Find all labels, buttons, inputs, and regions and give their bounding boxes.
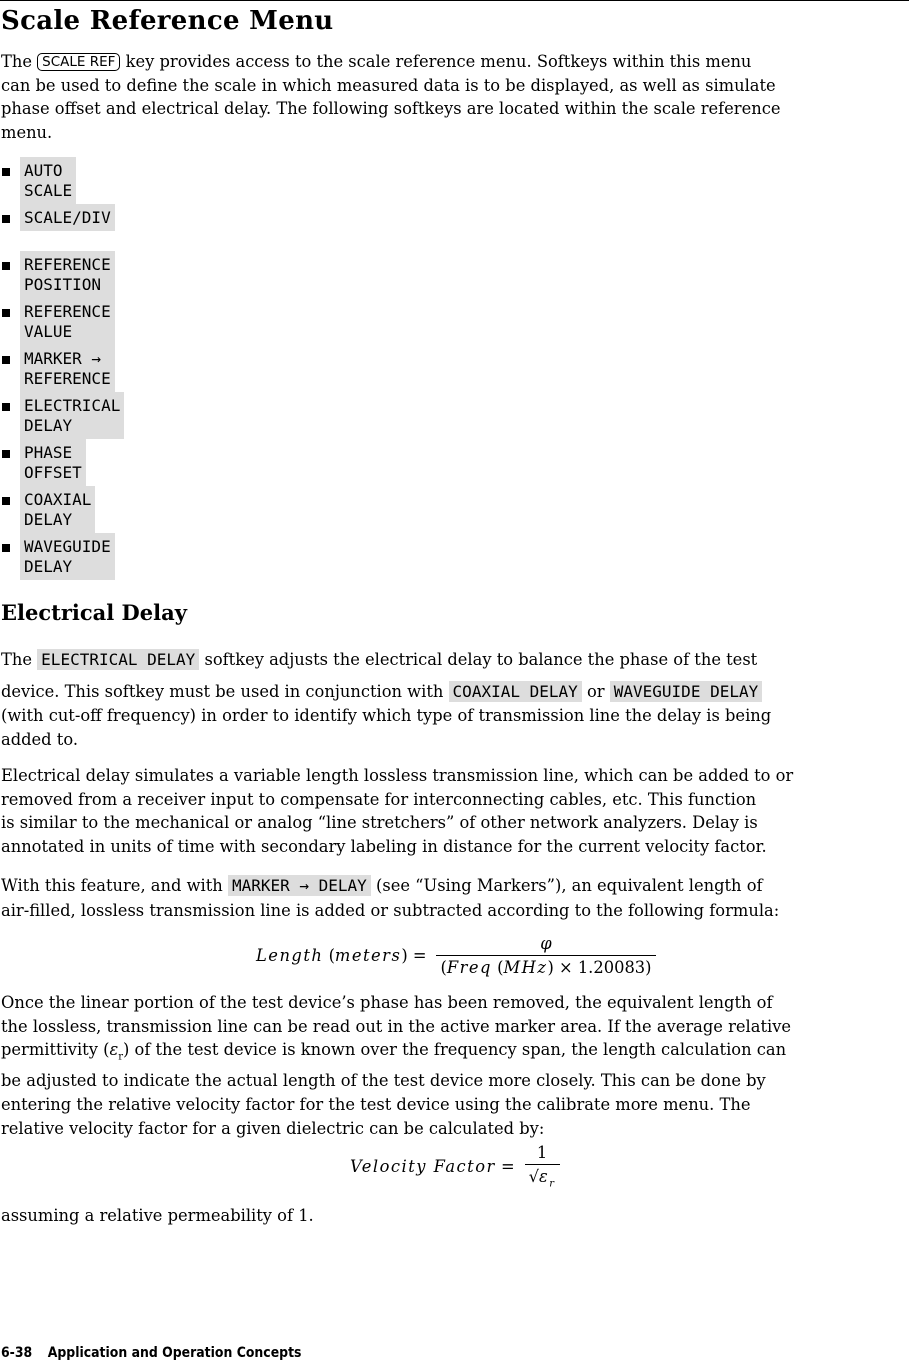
p2-line-1: Electrical delay simulates a variable length lossless transmission line, which can be added to or (1, 766, 794, 785)
bullet-icon (2, 497, 10, 505)
p4-line-6: relative velocity factor for a given dielectric can be calculated by: (1, 1118, 545, 1138)
p4-line-2: the lossless, transmission line can be read out in the active marker area. If the average relative (1, 1016, 792, 1036)
formula-lhs: Length (meters) = (256, 946, 427, 965)
formula2-denominator: $√\varepsilon_r$ (525, 1164, 560, 1189)
formula-denominator: (Freq (MHz) × 1.20083) (436, 955, 655, 977)
softkey-ref-waveguide-delay: WAVEGUIDE DELAY (610, 681, 763, 702)
bullet-icon (2, 262, 10, 270)
p3-line-1: With this feature, and with MARKER → DELAY (see “Using Markers”), an equivalent length of (1, 876, 763, 895)
p1-line-4: added to. (1, 729, 79, 749)
p1-line-2: device. This softkey must be used in conjunction with COAXIAL DELAY or WAVEGUIDE DELAY (1, 678, 906, 704)
permittivity-paragraph (1, 991, 906, 1140)
velocity-factor-formula (350, 1143, 560, 1189)
softkey-marker-reference: MARKER → REFERENCE (20, 345, 115, 392)
intro-paragraph (1, 50, 906, 145)
closing-line: assuming a relative permeability of 1. (1, 1206, 314, 1225)
formula2-lhs: Velocity Factor = (350, 1156, 515, 1176)
section-title: Electrical Delay (1, 600, 187, 625)
softkey-coaxial-delay: COAXIAL DELAY (20, 486, 95, 533)
intro-line-3: phase offset and electrical delay. The following softkeys are located within the scale reference (1, 99, 781, 119)
p4-line-4: be adjusted to indicate the actual length of the test device more closely. This can be done by (1, 1071, 766, 1091)
intro-line-2: can be used to define the scale in which measured data is to be displayed, as well as simulate (1, 75, 776, 95)
p2-line-2: removed from a receiver input to compensate for interconnecting cables, etc. This function (1, 789, 757, 809)
top-rule (0, 0, 909, 1)
softkey-reference-value: REFERENCE VALUE (20, 298, 115, 345)
p4-line-3: permittivity $(\varepsilon_r)$ of the test device is known over the frequency span, the length calculation can (1, 1040, 787, 1063)
softkey-electrical-delay: ELECTRICAL DELAY (20, 392, 124, 439)
bullet-icon (2, 168, 10, 176)
scale-ref-hardkey: SCALE REF (37, 53, 120, 71)
bullet-icon (2, 403, 10, 411)
p1-line-1: The ELECTRICAL DELAY softkey adjusts the electrical delay to balance the phase of the test (1, 650, 758, 669)
formula2-fraction (525, 1143, 560, 1189)
softkey-scale-div: SCALE/DIV (20, 204, 115, 231)
bullet-icon (2, 450, 10, 458)
softkey-auto-scale: AUTO SCALE (20, 157, 76, 204)
formula-fraction (436, 934, 655, 977)
softkey-ref-electrical-delay: ELECTRICAL DELAY (37, 649, 199, 670)
p4-line-5: entering the relative velocity factor for the test device using the calibrate more menu. The (1, 1095, 751, 1115)
formula2-numerator: 1 (536, 1143, 548, 1162)
page-footer (1, 1345, 301, 1361)
page-title: Scale Reference Menu (1, 6, 334, 36)
intro-line-1: The SCALE REF key provides access to the scale reference menu. Softkeys within this menu (1, 52, 752, 71)
bullet-icon (2, 309, 10, 317)
softkey-reference-position: REFERENCE POSITION (20, 251, 115, 298)
bullet-icon (2, 544, 10, 552)
softkey-ref-marker-delay: MARKER → DELAY (228, 875, 371, 896)
softkey-phase-offset: PHASE OFFSET (20, 439, 86, 486)
p4-line-1: Once the linear portion of the test device’s phase has been removed, the equivalent length of (1, 993, 773, 1012)
softkey-ref-coaxial-delay: COAXIAL DELAY (449, 681, 582, 702)
p3-line-2: air-filled, lossless transmission line is added or subtracted according to the following formula: (1, 901, 780, 920)
p1-line-3: (with cut-off frequency) in order to identify which type of transmission line the delay is being (1, 706, 772, 725)
footer-title: Application and Operation Concepts (47, 1345, 302, 1361)
feature-paragraph (1, 873, 906, 923)
p2-line-4: annotated in units of time with secondary labeling in distance for the current velocity factor. (1, 837, 767, 857)
length-formula (256, 934, 656, 977)
softkey-waveguide-delay: WAVEGUIDE DELAY (20, 533, 115, 580)
bullet-icon (2, 356, 10, 364)
p2-line-3: is similar to the mechanical or analog “line stretchers” of other network analyzers. Delay is (1, 813, 758, 833)
simulation-paragraph (1, 764, 906, 859)
formula-numerator: φ (540, 934, 552, 953)
bullet-icon (2, 215, 10, 223)
electrical-delay-paragraph (1, 646, 906, 751)
intro-line-4: menu. (1, 123, 53, 143)
page-number: 6-38 (1, 1345, 33, 1361)
